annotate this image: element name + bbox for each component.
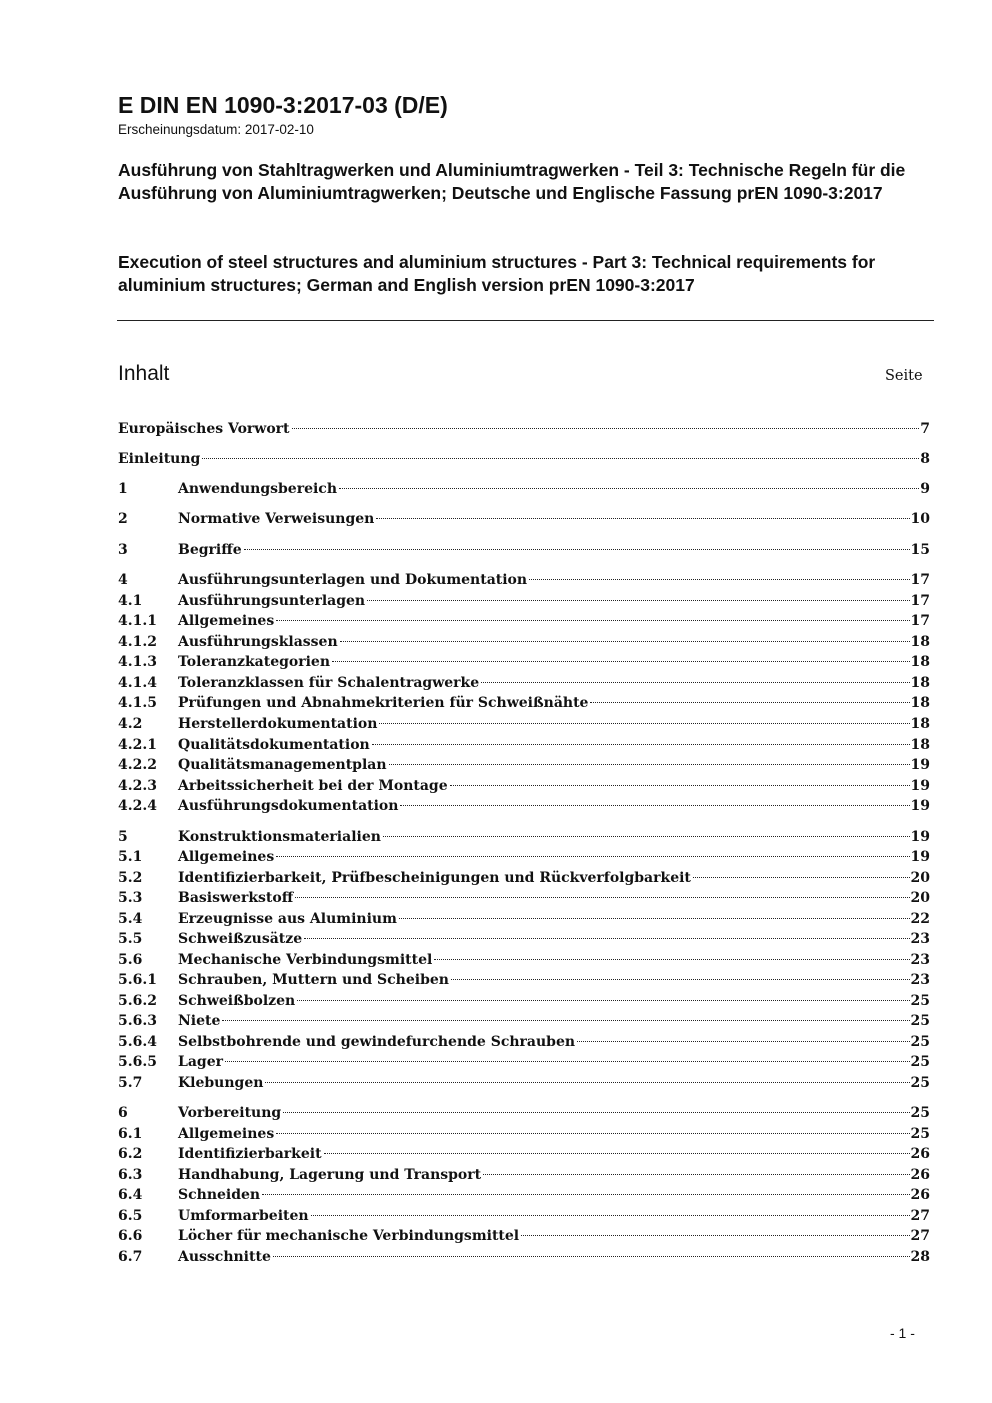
toc-entry[interactable] bbox=[118, 755, 930, 775]
toc-entry-title: Toleranzklassen für Schalentragwerke bbox=[178, 675, 480, 691]
toc-entry-page: 23 bbox=[910, 972, 930, 988]
toc-entry-number: 5.5 bbox=[118, 931, 143, 947]
toc-entry-title: Niete bbox=[178, 1013, 221, 1029]
toc-dot-leader bbox=[276, 620, 909, 621]
toc-dot-leader bbox=[450, 785, 910, 786]
toc-entry-page: 28 bbox=[910, 1249, 930, 1265]
toc-entry-title: Klebungen bbox=[178, 1075, 264, 1091]
toc-entry-number: 5.3 bbox=[118, 890, 143, 906]
toc-entry-title: Allgemeines bbox=[178, 1126, 275, 1142]
toc-entry-page: 27 bbox=[910, 1208, 930, 1224]
toc-dot-leader bbox=[483, 1174, 909, 1175]
toc-entry-title: Umformarbeiten bbox=[178, 1208, 309, 1224]
toc-entry-number: 4.2.4 bbox=[118, 798, 157, 814]
toc-entry-page: 15 bbox=[910, 542, 930, 558]
toc-entry-number: 6.5 bbox=[118, 1208, 143, 1224]
toc-dot-leader bbox=[262, 1194, 909, 1195]
page-column-label: Seite bbox=[885, 368, 923, 384]
toc-entry-page: 25 bbox=[910, 1013, 930, 1029]
toc-entry-page: 25 bbox=[910, 1126, 930, 1142]
toc-entry[interactable] bbox=[118, 693, 930, 713]
toc-dot-leader bbox=[311, 1215, 910, 1216]
toc-entry[interactable] bbox=[118, 847, 930, 867]
toc-entry-number: 4.2 bbox=[118, 716, 143, 732]
toc-entry[interactable] bbox=[118, 776, 930, 796]
toc-entry[interactable] bbox=[118, 714, 930, 734]
toc-entry-page: 27 bbox=[910, 1228, 930, 1244]
toc-entry-page: 22 bbox=[910, 911, 930, 927]
toc-dot-leader bbox=[389, 764, 910, 765]
toc-entry-number: 4.1.5 bbox=[118, 695, 157, 711]
toc-dot-leader bbox=[295, 897, 909, 898]
toc-entry-title: Einleitung bbox=[118, 451, 201, 467]
toc-entry[interactable] bbox=[118, 970, 930, 990]
toc-entry-number: 2 bbox=[118, 511, 128, 527]
toc-dot-leader bbox=[225, 1061, 910, 1062]
table-of-contents bbox=[118, 0, 930, 1300]
toc-entry-title: Prüfungen und Abnahmekriterien für Schweißnähte bbox=[178, 695, 589, 711]
toc-dot-leader bbox=[367, 600, 909, 601]
toc-dot-leader bbox=[244, 549, 910, 550]
toc-dot-leader bbox=[376, 518, 909, 519]
toc-entry-number: 5.6.2 bbox=[118, 993, 157, 1009]
toc-entry-page: 19 bbox=[910, 778, 930, 794]
toc-entry-title: Identifizierbarkeit, Prüfbescheinigungen und Rückverfolgbarkeit bbox=[178, 870, 691, 886]
toc-entry-title: Erzeugnisse aus Aluminium bbox=[178, 911, 397, 927]
toc-dot-leader bbox=[297, 1000, 909, 1001]
toc-entry-page: 8 bbox=[920, 451, 930, 467]
toc-dot-leader bbox=[399, 918, 910, 919]
toc-entry-number: 4.1.4 bbox=[118, 675, 157, 691]
toc-entry-number: 6.3 bbox=[118, 1167, 143, 1183]
toc-entry-page: 19 bbox=[910, 757, 930, 773]
toc-entry[interactable] bbox=[118, 1144, 930, 1164]
toc-entry-title: Basiswerkstoff bbox=[178, 890, 294, 906]
toc-entry-page: 10 bbox=[910, 511, 930, 527]
toc-entry-number: 5.6.4 bbox=[118, 1034, 157, 1050]
toc-entry-page: 23 bbox=[910, 931, 930, 947]
toc-dot-leader bbox=[383, 836, 910, 837]
toc-entry-page: 26 bbox=[910, 1146, 930, 1162]
toc-heading: Inhalt bbox=[118, 362, 170, 385]
toc-entry-page: 18 bbox=[910, 695, 930, 711]
toc-entry[interactable] bbox=[118, 652, 930, 672]
toc-dot-leader bbox=[276, 856, 909, 857]
toc-dot-leader bbox=[340, 641, 910, 642]
toc-entry-number: 4.2.3 bbox=[118, 778, 157, 794]
title-german: Ausführung von Stahltragwerken und Aluminiumtragwerken - Teil 3: Technische Regeln für die Ausführung von Aluminiumtragwerken; Deutsche und Englische Fassung prEN 1090-3:2017 bbox=[118, 160, 906, 203]
toc-entry-number: 6.4 bbox=[118, 1187, 143, 1203]
toc-dot-leader bbox=[222, 1020, 909, 1021]
toc-entry-number: 4.1.1 bbox=[118, 613, 157, 629]
toc-dot-leader bbox=[434, 959, 909, 960]
toc-dot-leader bbox=[292, 428, 920, 429]
toc-entry[interactable] bbox=[118, 991, 930, 1011]
toc-dot-leader bbox=[521, 1235, 909, 1236]
toc-entry-title: Ausführungsunterlagen bbox=[178, 593, 366, 609]
toc-entry-page: 7 bbox=[920, 421, 930, 437]
toc-dot-leader bbox=[339, 488, 919, 489]
toc-entry-number: 5.6.5 bbox=[118, 1054, 157, 1070]
toc-dot-leader bbox=[283, 1112, 909, 1113]
toc-entry-page: 20 bbox=[910, 870, 930, 886]
toc-entry-title: Toleranzkategorien bbox=[178, 654, 331, 670]
toc-entry-page: 17 bbox=[910, 593, 930, 609]
toc-entry-title: Ausführungsdokumentation bbox=[178, 798, 399, 814]
toc-entry-title: Löcher für mechanische Verbindungsmittel bbox=[178, 1228, 520, 1244]
toc-entry-number: 4.1.3 bbox=[118, 654, 157, 670]
toc-entry-number: 3 bbox=[118, 542, 128, 558]
toc-entry-title: Ausführungsunterlagen und Dokumentation bbox=[178, 572, 528, 588]
toc-entry-number: 4.2.2 bbox=[118, 757, 157, 773]
toc-dot-leader bbox=[693, 877, 910, 878]
toc-entry-number: 5 bbox=[118, 829, 128, 845]
toc-entry-page: 19 bbox=[910, 849, 930, 865]
toc-entry[interactable] bbox=[118, 570, 930, 590]
toc-entry-number: 4 bbox=[118, 572, 128, 588]
document-id: E DIN EN 1090-3:2017-03 (D/E) bbox=[118, 92, 448, 118]
toc-dot-leader bbox=[577, 1041, 909, 1042]
toc-entry[interactable] bbox=[118, 632, 930, 652]
toc-entry[interactable] bbox=[118, 1165, 930, 1185]
toc-entry-number: 6.1 bbox=[118, 1126, 143, 1142]
toc-entry-title: Qualitätsdokumentation bbox=[178, 737, 370, 753]
toc-entry-title: Schweißbolzen bbox=[178, 993, 296, 1009]
toc-entry-title: Konstruktionsmaterialien bbox=[178, 829, 381, 845]
toc-dot-leader bbox=[400, 805, 909, 806]
toc-entry-title: Normative Verweisungen bbox=[178, 511, 375, 527]
toc-entry[interactable] bbox=[118, 1124, 930, 1144]
toc-entry-number: 5.6.3 bbox=[118, 1013, 157, 1029]
toc-entry[interactable] bbox=[118, 1073, 930, 1093]
toc-entry[interactable] bbox=[118, 1052, 930, 1072]
toc-dot-leader bbox=[324, 1153, 910, 1154]
toc-entry[interactable] bbox=[118, 611, 930, 631]
toc-entry[interactable] bbox=[118, 1032, 930, 1052]
toc-entry-page: 25 bbox=[910, 993, 930, 1009]
toc-entry-title: Ausführungsklassen bbox=[178, 634, 338, 650]
toc-dot-leader bbox=[273, 1256, 910, 1257]
toc-entry-title: Schrauben, Muttern und Scheiben bbox=[178, 972, 449, 988]
toc-entry-page: 17 bbox=[910, 572, 930, 588]
toc-entry-title: Arbeitssicherheit bei der Montage bbox=[178, 778, 448, 794]
toc-entry[interactable] bbox=[118, 479, 930, 499]
toc-entry-page: 18 bbox=[910, 675, 930, 691]
toc-entry-number: 5.4 bbox=[118, 911, 143, 927]
toc-entry-page: 20 bbox=[910, 890, 930, 906]
toc-dot-leader bbox=[304, 938, 909, 939]
toc-dot-leader bbox=[372, 744, 910, 745]
toc-entry-title: Mechanische Verbindungsmittel bbox=[178, 952, 433, 968]
title-english: Execution of steel structures and aluminium structures - Part 3: Technical requirements for aluminium structures; German and English version prEN 1090-3:2017 bbox=[118, 252, 876, 295]
toc-dot-leader bbox=[265, 1082, 909, 1083]
toc-entry-number: 4.1.2 bbox=[118, 634, 157, 650]
toc-entry-number: 5.6.1 bbox=[118, 972, 157, 988]
toc-entry[interactable] bbox=[118, 1226, 930, 1246]
toc-entry[interactable] bbox=[118, 540, 930, 560]
toc-entry-page: 25 bbox=[910, 1075, 930, 1091]
toc-entry[interactable] bbox=[118, 950, 930, 970]
toc-entry-title: Identifizierbarkeit bbox=[178, 1146, 322, 1162]
toc-entry-title: Selbstbohrende und gewindefurchende Schrauben bbox=[178, 1034, 576, 1050]
toc-entry-number: 1 bbox=[118, 481, 128, 497]
toc-entry-page: 18 bbox=[910, 634, 930, 650]
toc-entry-title: Qualitätsmanagementplan bbox=[178, 757, 387, 773]
page-number: - 1 - bbox=[890, 1325, 915, 1341]
toc-entry-page: 26 bbox=[910, 1187, 930, 1203]
toc-dot-leader bbox=[590, 702, 909, 703]
toc-entry[interactable] bbox=[118, 827, 930, 847]
toc-entry-page: 17 bbox=[910, 613, 930, 629]
toc-entry-title: Schneiden bbox=[178, 1187, 261, 1203]
toc-entry-title: Allgemeines bbox=[178, 613, 275, 629]
toc-entry-page: 18 bbox=[910, 716, 930, 732]
toc-dot-leader bbox=[481, 682, 909, 683]
toc-entry[interactable] bbox=[118, 1185, 930, 1205]
toc-entry-number: 5.1 bbox=[118, 849, 143, 865]
toc-dot-leader bbox=[379, 723, 909, 724]
toc-entry-title: Lager bbox=[178, 1054, 223, 1070]
toc-entry-title: Ausschnitte bbox=[178, 1249, 271, 1265]
toc-entry-title: Herstellerdokumentation bbox=[178, 716, 378, 732]
toc-entry-number: 6 bbox=[118, 1105, 128, 1121]
toc-entry[interactable] bbox=[118, 509, 930, 529]
toc-entry[interactable] bbox=[118, 868, 930, 888]
toc-entry[interactable] bbox=[118, 796, 930, 816]
toc-entry-number: 5.6 bbox=[118, 952, 143, 968]
toc-entry-number: 6.6 bbox=[118, 1228, 143, 1244]
toc-dot-leader bbox=[276, 1133, 909, 1134]
toc-entry-title: Begriffe bbox=[178, 542, 242, 558]
toc-entry-page: 19 bbox=[910, 829, 930, 845]
toc-entry-page: 9 bbox=[920, 481, 930, 497]
toc-dot-leader bbox=[332, 661, 910, 662]
toc-entry[interactable] bbox=[118, 449, 930, 469]
toc-entry-title: Allgemeines bbox=[178, 849, 275, 865]
toc-dot-leader bbox=[451, 979, 910, 980]
toc-entry-page: 25 bbox=[910, 1105, 930, 1121]
toc-entry[interactable] bbox=[118, 1103, 930, 1123]
toc-entry[interactable] bbox=[118, 735, 930, 755]
toc-entry-title: Handhabung, Lagerung und Transport bbox=[178, 1167, 482, 1183]
toc-dot-leader bbox=[202, 458, 919, 459]
toc-entry-number: 6.2 bbox=[118, 1146, 143, 1162]
toc-entry-page: 19 bbox=[910, 798, 930, 814]
toc-entry[interactable] bbox=[118, 419, 930, 439]
toc-entry-page: 23 bbox=[910, 952, 930, 968]
toc-entry-page: 18 bbox=[910, 654, 930, 670]
toc-entry-number: 4.1 bbox=[118, 593, 143, 609]
toc-entry[interactable] bbox=[118, 1247, 930, 1267]
toc-entry[interactable] bbox=[118, 591, 930, 611]
toc-entry[interactable] bbox=[118, 909, 930, 929]
toc-entry-title: Vorbereitung bbox=[178, 1105, 282, 1121]
toc-entry-title: Europäisches Vorwort bbox=[118, 421, 290, 437]
toc-entry-title: Anwendungsbereich bbox=[178, 481, 337, 497]
toc-entry-number: 4.2.1 bbox=[118, 737, 157, 753]
toc-entry[interactable] bbox=[118, 1206, 930, 1226]
toc-entry[interactable] bbox=[118, 888, 930, 908]
publication-date: Erscheinungsdatum: 2017-02-10 bbox=[118, 122, 314, 137]
toc-dot-leader bbox=[529, 579, 909, 580]
toc-entry[interactable] bbox=[118, 1011, 930, 1031]
toc-entry[interactable] bbox=[118, 673, 930, 693]
toc-entry-page: 26 bbox=[910, 1167, 930, 1183]
toc-entry-number: 5.7 bbox=[118, 1075, 143, 1091]
toc-entry-number: 6.7 bbox=[118, 1249, 143, 1265]
toc-entry[interactable] bbox=[118, 929, 930, 949]
toc-entry-title: Schweißzusätze bbox=[178, 931, 303, 947]
toc-entry-number: 5.2 bbox=[118, 870, 143, 886]
toc-entry-page: 25 bbox=[910, 1034, 930, 1050]
toc-entry-page: 25 bbox=[910, 1054, 930, 1070]
toc-entry-page: 18 bbox=[910, 737, 930, 753]
